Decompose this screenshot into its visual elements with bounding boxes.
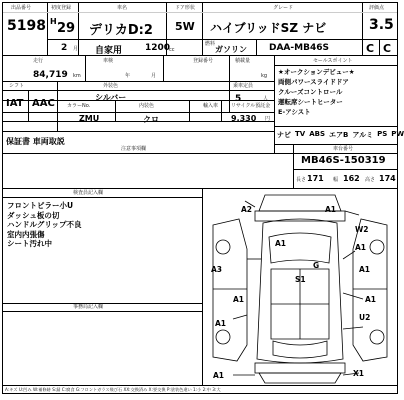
legend-row bbox=[3, 385, 397, 394]
month-unit: 月 bbox=[73, 46, 79, 52]
feature-item: 両側パワースライドドア bbox=[278, 78, 349, 86]
recycle-amount: 9,330 bbox=[231, 114, 257, 123]
car-name: デリカD:2 bbox=[89, 23, 153, 38]
header-row bbox=[3, 3, 397, 56]
damage-label: A3 bbox=[211, 265, 223, 274]
notes-title: 注意事項欄 bbox=[121, 146, 147, 152]
fuel: ガソリン bbox=[215, 45, 247, 54]
equip-abs: ABS bbox=[309, 130, 325, 138]
seating-label: 乗車定員 bbox=[233, 83, 254, 89]
seats-unit: 人 bbox=[263, 96, 269, 102]
damage-label: A1 bbox=[233, 295, 245, 304]
inspection-label: 車検 bbox=[103, 58, 114, 64]
score-label: 評価点 bbox=[369, 5, 385, 11]
recycle-label: リサイクル預託金 bbox=[231, 103, 271, 109]
fuel-label: 燃料 bbox=[205, 41, 216, 47]
car-name-label: 車名 bbox=[117, 5, 128, 11]
door-label: ドア形状 bbox=[175, 5, 195, 11]
damage-label: S1 bbox=[295, 275, 306, 284]
damage-label: A1 bbox=[215, 319, 227, 328]
mileage-label: 走行 bbox=[33, 58, 44, 64]
feature-item: 運転席シートヒーター bbox=[278, 98, 343, 106]
era: H bbox=[50, 17, 57, 26]
damage-label: A1 bbox=[365, 295, 377, 304]
feature-item: E-アシスト bbox=[278, 108, 311, 116]
notes-row bbox=[3, 145, 397, 189]
damage-label: A1 bbox=[275, 239, 287, 248]
exterior-score: C bbox=[383, 42, 392, 55]
damage-label: W2 bbox=[355, 225, 369, 234]
equip-ps: PS bbox=[377, 130, 388, 138]
sales-points-title: セールスポイント bbox=[313, 58, 353, 64]
import-label: 輸入車 bbox=[203, 103, 219, 109]
inspection-year-unit: 年 bbox=[125, 73, 131, 79]
legend-text: A:キズ U:凹み W:補修跡 S:錆 C:腐食 G:フロントガラス飛び石 XX:交換済み X:要交換 P:塗装色違い 1:小 2:中 3:大 bbox=[5, 387, 221, 392]
inspector-line: フロントピラー小U bbox=[7, 201, 74, 210]
transmission: IAT bbox=[6, 98, 24, 109]
shift-label: シフト bbox=[9, 83, 25, 89]
equipment-row bbox=[277, 130, 404, 140]
exterior-color: シルバー bbox=[95, 93, 127, 102]
equip-pw: PW bbox=[391, 130, 404, 138]
feature-item: ★オークションデビュー★ bbox=[278, 68, 355, 76]
number-label: 登録番号 bbox=[193, 58, 214, 64]
seats: 5 bbox=[235, 94, 242, 104]
first-reg-label: 初度登録 bbox=[51, 5, 72, 11]
equip-navi: ナビ bbox=[277, 131, 291, 139]
damage-diagram bbox=[203, 189, 397, 385]
interior-score: C bbox=[366, 42, 375, 55]
color-no-label: カラーNo. bbox=[67, 103, 91, 109]
car-outline-drawing bbox=[203, 189, 397, 385]
inspector-line: 室内内張傷 bbox=[7, 229, 45, 239]
damage-label: A1 bbox=[325, 205, 337, 214]
width-value: 162 bbox=[343, 174, 360, 183]
lot-label: 出品番号 bbox=[11, 5, 32, 11]
month: 2 bbox=[61, 43, 68, 53]
chassis-label: 車台番号 bbox=[333, 146, 354, 152]
door: 5W bbox=[175, 20, 195, 33]
lot-number: 5198 bbox=[7, 18, 46, 34]
inspector-line: ダッシュ板の切 bbox=[7, 210, 60, 220]
interior-color: クロ bbox=[143, 115, 159, 124]
damage-label: A1 bbox=[359, 265, 371, 274]
damage-label: A1 bbox=[213, 371, 225, 380]
mileage-unit: km bbox=[73, 73, 81, 79]
score: 3.5 bbox=[369, 17, 394, 33]
plate-label: 保証書 車両取説 bbox=[6, 137, 65, 146]
year: 29 bbox=[57, 21, 76, 36]
chassis-number: MB46S-150319 bbox=[301, 155, 386, 166]
interior-label: 内装色 bbox=[139, 103, 155, 109]
inspection-month-unit: 月 bbox=[151, 73, 157, 79]
usage: 自家用 bbox=[95, 46, 123, 56]
sales-points-box bbox=[275, 56, 404, 145]
remarks-title: 事務局記入欄 bbox=[73, 304, 104, 310]
damage-label: X1 bbox=[353, 369, 365, 378]
height-label: 高さ bbox=[365, 177, 376, 183]
grade-label: グレード bbox=[273, 5, 294, 11]
cc-unit: cc bbox=[169, 47, 175, 53]
length-label: 長さ bbox=[296, 177, 307, 183]
color-no: ZMU bbox=[79, 114, 100, 123]
capacity-label: 積載量 bbox=[235, 58, 251, 64]
equip-tv: TV bbox=[295, 130, 306, 138]
displacement: 1200 bbox=[145, 43, 171, 53]
damage-label: A2 bbox=[241, 205, 253, 214]
length-value: 171 bbox=[307, 174, 324, 183]
inspector-line: シート汚れ中 bbox=[7, 239, 52, 248]
equip-airbag: エアB bbox=[329, 131, 349, 139]
width-label: 幅 bbox=[333, 177, 339, 183]
equip-alloy: アルミ bbox=[352, 131, 374, 139]
yen-unit: 円 bbox=[265, 116, 271, 122]
mileage: 84,719 bbox=[33, 70, 68, 80]
sheet-frame bbox=[2, 2, 404, 394]
damage-label: A1 bbox=[355, 243, 367, 252]
damage-label: U2 bbox=[359, 313, 371, 322]
inspector-box bbox=[3, 189, 203, 385]
feature-item: クルーズコントロール bbox=[278, 88, 343, 96]
grade: ハイブリッドSZ ナビ bbox=[210, 21, 327, 35]
model-code: DAA-MB46S bbox=[269, 43, 329, 53]
height-value: 174 bbox=[379, 174, 396, 183]
damage-label: G bbox=[313, 261, 320, 270]
exterior-label: 外装色 bbox=[103, 83, 119, 89]
air-conditioner: AAC bbox=[32, 98, 55, 109]
inspector-line: ハンドルグリップ不良 bbox=[7, 220, 82, 229]
spec-table bbox=[3, 56, 275, 154]
kg-unit: kg bbox=[261, 73, 268, 79]
inspector-title: 検査員記入欄 bbox=[73, 190, 104, 196]
